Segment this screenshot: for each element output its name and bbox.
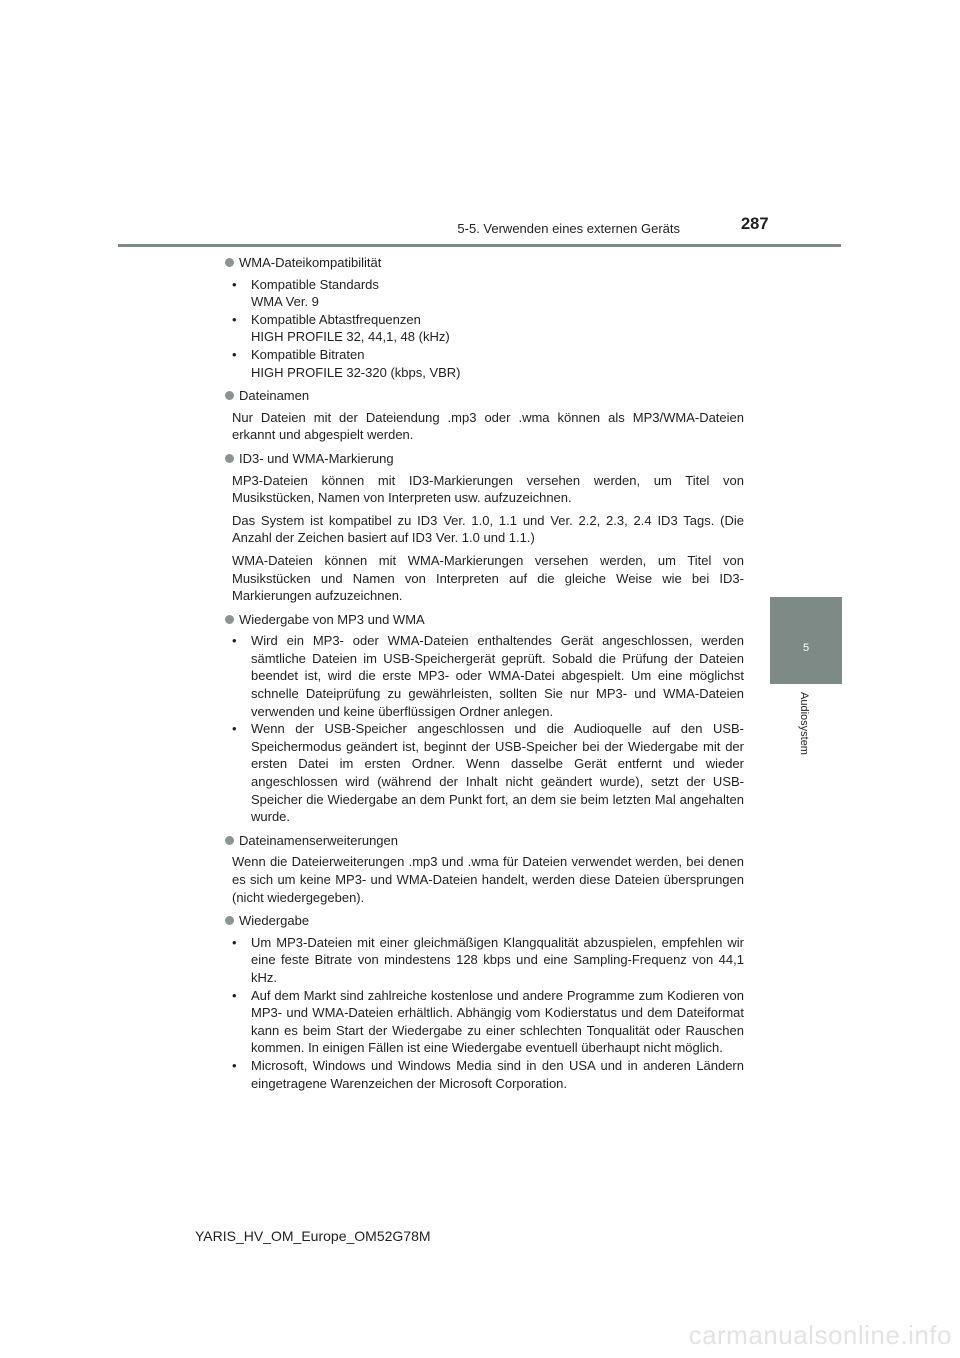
running-header-title: 5-5. Verwenden eines externen Geräts	[457, 221, 680, 236]
section-heading	[222, 254, 744, 272]
list-item-title: Kompatible Abtastfrequenzen	[251, 311, 421, 327]
bullet-dot-icon: •	[232, 934, 237, 950]
section-heading-text: Wiedergabe von MP3 und WMA	[239, 611, 425, 627]
bullet-dot-icon: •	[232, 987, 237, 1003]
document-code: YARIS_HV_OM_Europe_OM52G78M	[195, 1228, 431, 1244]
section-heading-text: ID3- und WMA-Markierung	[239, 450, 394, 466]
page-content	[222, 254, 744, 1098]
section-heading-text: Dateinamenserweiterungen	[239, 832, 398, 848]
bullet-dot-icon: •	[232, 1057, 237, 1073]
list-item	[232, 987, 744, 1057]
section-heading-text: Wiedergabe	[239, 913, 310, 929]
section-heading-text: WMA-Dateikompatibilität	[239, 255, 382, 270]
bullet-list	[232, 632, 744, 826]
watermark-text: carmanualsonline.info	[688, 1320, 952, 1350]
list-item-text: Um MP3-Dateien mit einer gleichmäßigen Klangqualität abzuspielen, empfehlen wir eine feste Bitrate von mindestens 128 kbps und eine Sampling-Frequenz von 44,1 kHz.	[251, 934, 744, 985]
section-heading-text: Dateinamen	[239, 388, 310, 404]
paragraph: Das System ist kompatibel zu ID3 Ver. 1.0, 1.1 und Ver. 2.2, 2.3, 2.4 ID3 Tags. (Die Anzahl der Zeichen basiert auf ID3 Ver. 1.0 und 1.1.)	[232, 512, 744, 546]
list-item-detail: HIGH PROFILE 32-320 (kbps, VBR)	[251, 364, 461, 380]
paragraph: Wenn die Dateierweiterungen .mp3 und .wma für Dateien verwendet werden, bei denen es sich um keine MP3- und WMA-Dateien handelt, werden diese Dateien übersprungen (nicht wiedergegeben).	[232, 854, 744, 905]
section-mp3-wma-playback	[222, 611, 744, 826]
section-id3-wma-tags	[222, 450, 744, 605]
spec-list	[232, 276, 744, 382]
list-item-text: Wenn der USB-Speicher angeschlossen und die Audioquelle auf den USB-Speichermodus geändert ist, beginnt der USB-Speicher bei der Wiedergabe mit der ersten Datei im ersten Ordner. Wenn dasselbe Gerät entfernt und wieder angeschlossen wird (während der Inhalt nicht geändert wurde), setzt der USB-Speicher die Wiedergabe an dem Punkt fort, an dem sie beim letzten Mal angehalten wurde.	[251, 721, 744, 825]
chapter-label: Audiosystem	[798, 692, 810, 755]
list-item	[232, 276, 744, 311]
list-item	[232, 632, 744, 720]
section-wma-compatibility	[222, 254, 744, 381]
paragraph: MP3-Dateien können mit ID3-Markierungen versehen werden, um Titel von Musikstücken, Namen von Interpreten usw. aufzuzeichnen.	[232, 472, 744, 506]
chapter-tab	[770, 597, 842, 684]
list-item-title: Kompatible Standards	[251, 276, 379, 292]
chapter-number: 5	[802, 642, 810, 654]
section-heading	[222, 912, 744, 930]
list-item-text: Auf dem Markt sind zahlreiche kostenlose und andere Programme zum Kodieren von MP3- und WMA-Dateien erhältlich. Abhängig vom Kodierstatus und dem Dateiformat kann es beim Start der Wiedergabe zu einer schlechten Tonqualität oder Rauschen kommen. In einigen Fällen ist eine Wiedergabe eventuell überhaupt nicht möglich.	[251, 987, 744, 1056]
bullet-circle-icon	[225, 391, 234, 400]
bullet-circle-icon	[225, 836, 234, 845]
bullet-dot-icon: •	[232, 311, 237, 327]
list-item-text: Microsoft, Windows und Windows Media sind in den USA und in anderen Ländern eingetragene Warenzeichen der Microsoft Corporation.	[251, 1057, 744, 1091]
bullet-dot-icon: •	[232, 633, 237, 649]
bullet-list	[232, 934, 744, 1092]
bullet-dot-icon: •	[232, 721, 237, 737]
section-heading	[222, 450, 744, 468]
list-item	[232, 720, 744, 826]
bullet-dot-icon: •	[232, 346, 237, 362]
list-item-title: Kompatible Bitraten	[251, 346, 365, 362]
list-item-detail: WMA Ver. 9	[251, 294, 319, 310]
section-heading	[222, 387, 744, 405]
bullet-circle-icon	[225, 258, 234, 267]
list-item	[232, 311, 744, 346]
bullet-circle-icon	[225, 615, 234, 624]
section-file-names	[222, 387, 744, 444]
bullet-dot-icon: •	[232, 276, 237, 292]
list-item	[232, 1057, 744, 1092]
page-number: 287	[741, 215, 769, 233]
list-item	[232, 346, 744, 381]
paragraph: WMA-Dateien können mit WMA-Markierungen versehen werden, um Titel von Musikstücken und Namen von Interpreten auf die gleiche Weise wie bei ID3-Markierungen aufzuzeichnen.	[232, 552, 744, 604]
header-divider	[118, 244, 841, 247]
paragraph: Nur Dateien mit der Dateiendung .mp3 oder .wma können als MP3/WMA-Dateien erkannt und abgespielt werden.	[232, 409, 744, 443]
list-item	[232, 934, 744, 987]
section-file-extensions	[222, 832, 744, 906]
section-heading	[222, 611, 744, 629]
list-item-text: Wird ein MP3- oder WMA-Dateien enthaltendes Gerät angeschlossen, werden sämtliche Dateien im USB-Speichergerät geprüft. Sobald die Prüfung der Dateien beendet ist, wird die erste MP3- oder WMA-Datei abgespielt. Um eine möglichst schnelle Dateiprüfung zu gewährleisten, sollten Sie nur MP3- und WMA-Dateien verwenden und keine überflüssigen Ordner anlegen.	[251, 633, 744, 719]
list-item-detail: HIGH PROFILE 32, 44,1, 48 (kHz)	[251, 329, 450, 345]
section-playback	[222, 912, 744, 1092]
bullet-circle-icon	[225, 916, 234, 925]
bullet-circle-icon	[225, 454, 234, 463]
section-heading	[222, 832, 744, 850]
